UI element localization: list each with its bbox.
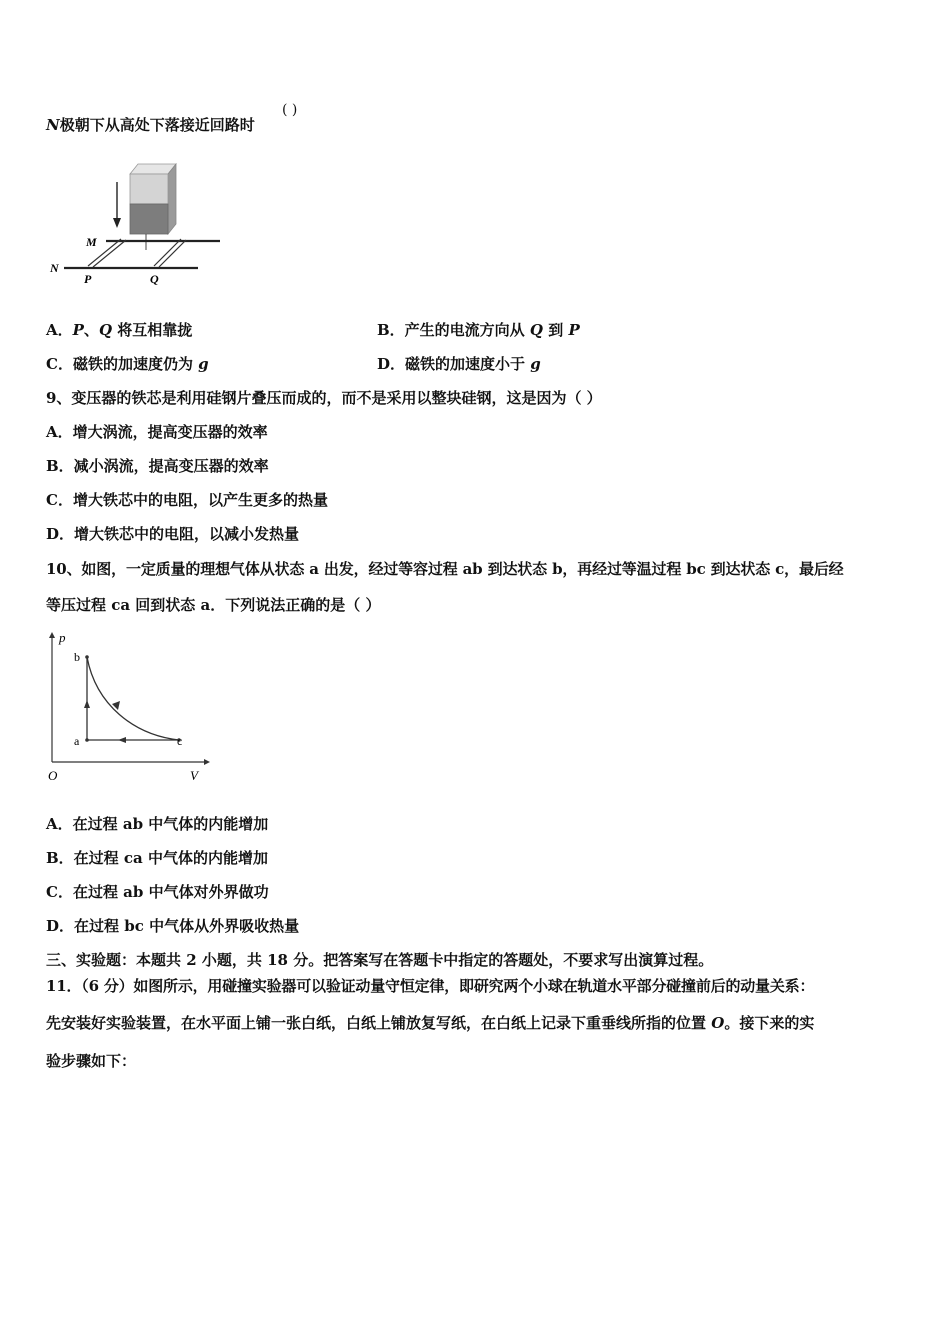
- q8-option-c: [46, 354, 209, 374]
- q11-line2-pre: 先安装好实验装置，在水平面上铺一张白纸，白纸上铺放复写纸，在白纸上记录下重垂线所指的位置: [46, 1014, 712, 1032]
- option-c-g: g: [198, 355, 209, 373]
- option-a-prefix: A．: [46, 321, 73, 339]
- label-m: M: [86, 235, 97, 249]
- q9-stem: 9、变压器的铁芯是利用硅钢片叠压而成的，而不是采用以整块硅钢，这是因为（ ）: [46, 389, 602, 407]
- option-c-text: C．磁铁的加速度仍为: [46, 355, 199, 373]
- process-bc: [87, 657, 179, 740]
- option-b-p: P: [568, 321, 580, 339]
- option-a-text: 将互相靠拢: [112, 321, 193, 339]
- state-c-label: c: [177, 734, 183, 748]
- option-b-mid: 到: [542, 321, 569, 339]
- option-d-g: g: [530, 355, 541, 373]
- q10-option-c: C．在过程 ab 中气体对外界做功: [46, 883, 269, 901]
- q10-option-d: D．在过程 bc 中气体从外界吸收热量: [46, 917, 300, 935]
- arrow-ca-icon: [118, 737, 126, 743]
- q8-magnet-figure: [48, 160, 228, 290]
- rod-q: [154, 239, 186, 267]
- section3-heading: 三、实验题：本题共 2 小题，共 18 分。把答案写在答题卡中指定的答题处，不要求写出演算过程。: [46, 951, 714, 969]
- state-a-label: a: [74, 734, 80, 748]
- q8-answer-paren: ( ): [282, 102, 298, 118]
- q10-option-a: A．在过程 ab 中气体的内能增加: [46, 815, 269, 833]
- axis-v-label: V: [190, 768, 198, 783]
- state-b-label: b: [74, 650, 80, 664]
- q11-line3: 验步骤如下：: [46, 1052, 137, 1070]
- q9-option-a: A．增大涡流，提高变压器的效率: [46, 423, 268, 441]
- option-a-q: Q: [98, 321, 113, 339]
- q8-stem-text: 极朝下从高处下落接近回路时: [59, 116, 255, 134]
- q8-option-b: [377, 320, 580, 340]
- option-b-q: Q: [529, 321, 543, 339]
- origin-label: O: [48, 768, 58, 783]
- q10-stem-line1: 10、如图，一定质量的理想气体从状态 a 出发，经过等容过程 ab 到达状态 b，再经过等温过程 bc 到达状态 c，最后经: [46, 560, 844, 578]
- q9-option-d: D．增大铁芯中的电阻，以减小发热量: [46, 525, 300, 543]
- label-q: Q: [150, 272, 159, 286]
- option-a-sep: 、: [83, 321, 99, 339]
- q10-option-b: B．在过程 ca 中气体的内能增加: [46, 849, 268, 867]
- label-n: N: [50, 261, 59, 275]
- label-p: P: [84, 272, 92, 286]
- q8-stem: [46, 115, 255, 135]
- q11-line2-o: O: [711, 1014, 725, 1032]
- option-b-prefix: B．产生的电流方向从: [377, 321, 530, 339]
- q10-stem-line2: 等压过程 ca 回到状态 a．下列说法正确的是（ ）: [46, 596, 381, 614]
- axis-p-label: p: [59, 630, 66, 645]
- q11-line1: 11．（6 分）如图所示，用碰撞实验器可以验证动量守恒定律，即研究两个小球在轨道水平部分碰撞前后的动量关系：: [46, 977, 815, 995]
- q9-option-b: B．减小涡流，提高变压器的效率: [46, 457, 269, 475]
- option-d-text: D．磁铁的加速度小于: [377, 355, 531, 373]
- q8-option-a: [46, 320, 192, 340]
- arrow-ab-icon: [84, 700, 90, 708]
- q8-option-d: [377, 354, 541, 374]
- down-arrow-icon: [113, 182, 121, 228]
- q11-line2: [46, 1013, 814, 1033]
- q10-pv-graph: [44, 630, 214, 785]
- option-a-p: P: [72, 321, 84, 339]
- magnet-block: [130, 164, 176, 250]
- q11-line2-post: 。接下来的实: [724, 1014, 815, 1032]
- q9-option-c: C．增大铁芯中的电阻，以产生更多的热量: [46, 491, 328, 509]
- q8-stem-n: N: [46, 116, 60, 134]
